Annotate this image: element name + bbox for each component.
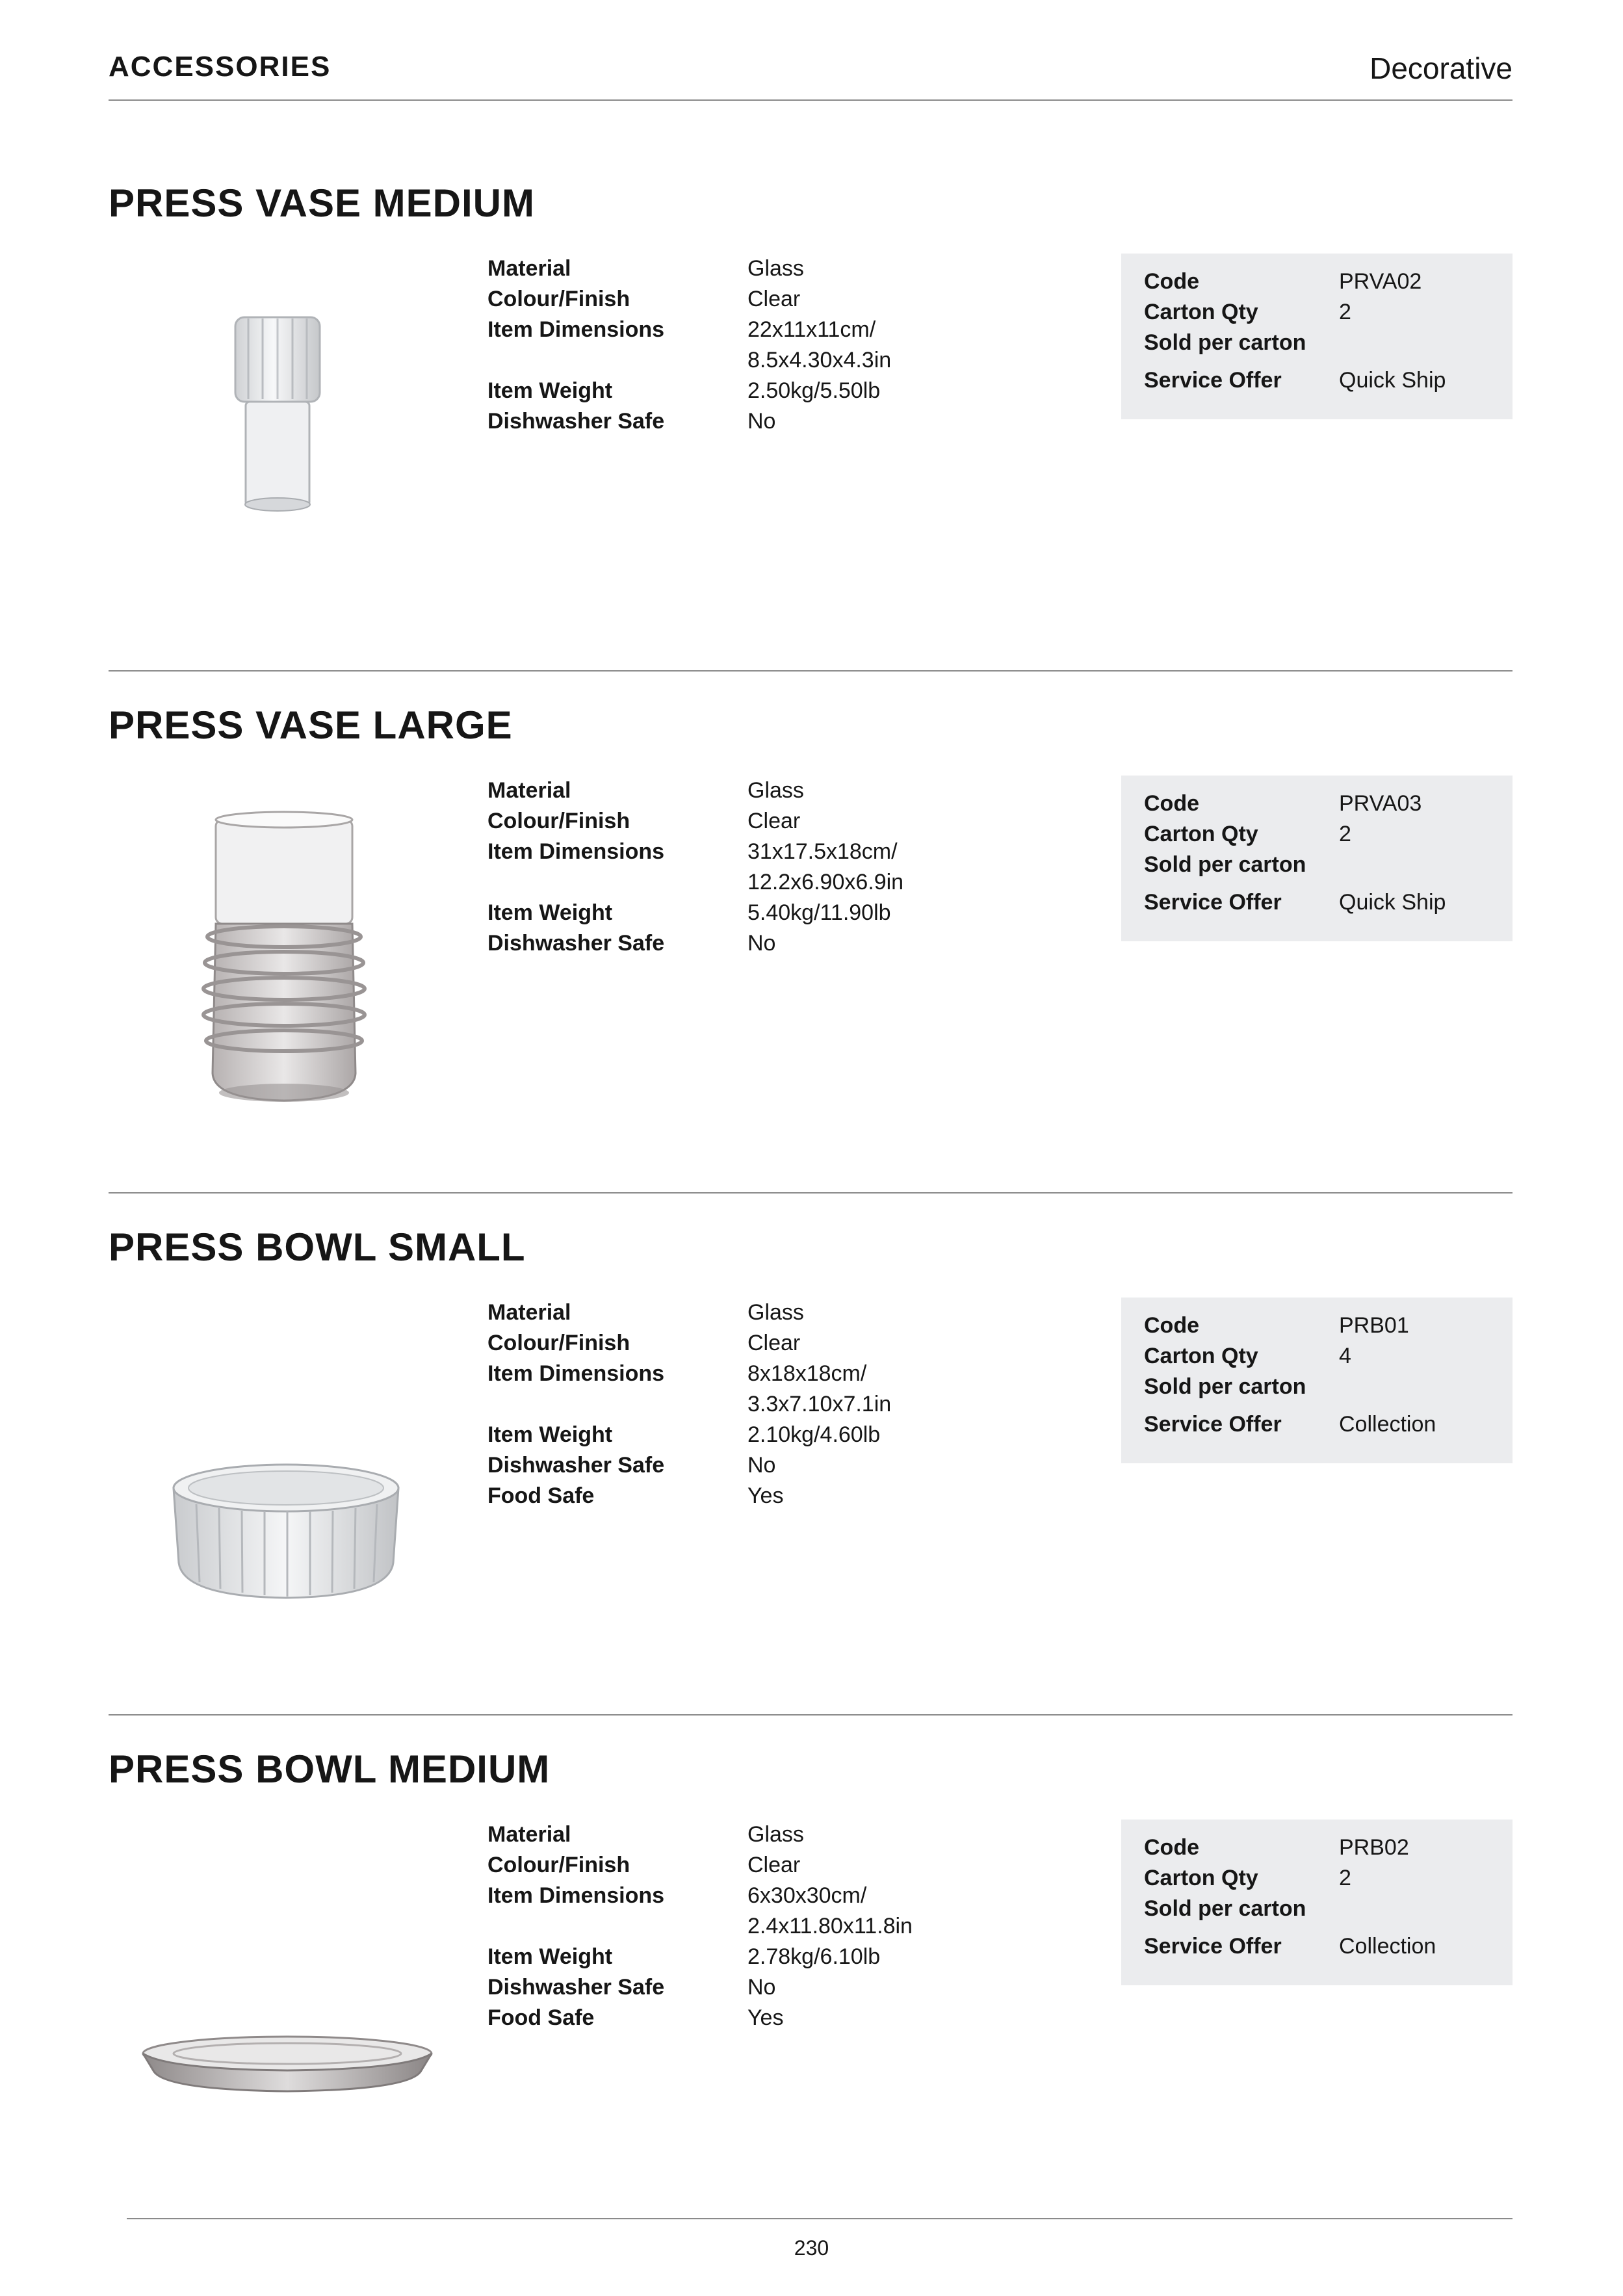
spec-value: Clear <box>747 809 801 833</box>
spec-label: Item Dimensions <box>487 317 665 342</box>
section-divider <box>109 1192 1513 1194</box>
spec-label: Dishwasher Safe <box>487 409 665 434</box>
product-title: PRESS BOWL SMALL <box>109 1225 526 1269</box>
product-code: PRB01 <box>1339 1313 1409 1338</box>
spec-label: Colour/Finish <box>487 287 630 311</box>
carton-qty-label: Carton Qty <box>1144 822 1258 846</box>
spec-value: Clear <box>747 1331 801 1355</box>
product-image <box>109 1290 486 1680</box>
subcategory-label: Decorative <box>1370 51 1513 85</box>
product-section <box>109 1225 1513 1745</box>
spec-list <box>487 776 1007 959</box>
sold-per-carton-label: Sold per carton <box>1144 1374 1306 1399</box>
spec-value: No <box>747 931 776 956</box>
spec-label: Material <box>487 256 571 281</box>
spec-value: Yes <box>747 1483 784 1508</box>
spec-label: Item Dimensions <box>487 1361 665 1386</box>
service-offer: Quick Ship <box>1339 890 1446 915</box>
code-label: Code <box>1144 1313 1199 1338</box>
order-info-box <box>1121 1298 1513 1463</box>
sold-per-carton-label: Sold per carton <box>1144 1896 1306 1921</box>
carton-qty: 2 <box>1339 1866 1351 1890</box>
service-offer: Collection <box>1339 1412 1436 1437</box>
order-info-box <box>1121 1820 1513 1985</box>
order-info-box <box>1121 254 1513 419</box>
product-image <box>109 1812 486 2202</box>
spec-label: Colour/Finish <box>487 1853 630 1877</box>
service-offer-label: Service Offer <box>1144 1934 1282 1959</box>
spec-label: Food Safe <box>487 2005 595 2030</box>
spec-value: Glass <box>747 1300 804 1325</box>
product-section <box>109 181 1513 701</box>
footer-rule <box>127 2218 1513 2219</box>
page-header <box>109 46 1513 100</box>
service-offer: Quick Ship <box>1339 368 1446 393</box>
spec-value: 6x30x30cm/ 2.4x11.80x11.8in <box>747 1883 913 1938</box>
spec-value: 2.78kg/6.10lb <box>747 1944 881 1969</box>
product-title: PRESS BOWL MEDIUM <box>109 1747 551 1791</box>
spec-value: Clear <box>747 287 801 311</box>
carton-qty: 2 <box>1339 822 1351 846</box>
spec-label: Item Weight <box>487 1944 613 1969</box>
carton-qty: 4 <box>1339 1344 1351 1368</box>
spec-value: 8x18x18cm/ 3.3x7.10x7.1in <box>747 1361 892 1416</box>
header-rule <box>109 99 1513 101</box>
spec-label: Dishwasher Safe <box>487 931 665 956</box>
product-section <box>109 1747 1513 2267</box>
spec-label: Dishwasher Safe <box>487 1975 665 2000</box>
code-label: Code <box>1144 269 1199 294</box>
code-label: Code <box>1144 791 1199 816</box>
spec-value: Clear <box>747 1853 801 1877</box>
category-label: ACCESSORIES <box>109 51 331 83</box>
service-offer-label: Service Offer <box>1144 890 1282 915</box>
spec-value: No <box>747 1453 776 1478</box>
spec-value: 2.50kg/5.50lb <box>747 378 881 403</box>
section-divider <box>109 670 1513 672</box>
spec-label: Item Dimensions <box>487 839 665 864</box>
spec-value: 31x17.5x18cm/ 12.2x6.90x6.9in <box>747 839 904 894</box>
spec-list <box>487 1820 1007 2033</box>
product-image <box>109 246 486 636</box>
spec-value: 22x11x11cm/ 8.5x4.30x4.3in <box>747 317 892 372</box>
product-image <box>109 768 486 1158</box>
spec-label: Colour/Finish <box>487 809 630 833</box>
product-title: PRESS VASE LARGE <box>109 703 513 747</box>
service-offer-label: Service Offer <box>1144 368 1282 393</box>
spec-value: Glass <box>747 1822 804 1847</box>
spec-value: Glass <box>747 778 804 803</box>
spec-value: Yes <box>747 2005 784 2030</box>
service-offer-label: Service Offer <box>1144 1412 1282 1437</box>
product-section <box>109 703 1513 1223</box>
product-title: PRESS VASE MEDIUM <box>109 181 535 225</box>
section-divider <box>109 1714 1513 1715</box>
spec-value: No <box>747 1975 776 2000</box>
spec-label: Item Weight <box>487 378 613 403</box>
code-label: Code <box>1144 1835 1199 1860</box>
product-code: PRB02 <box>1339 1835 1409 1860</box>
spec-label: Colour/Finish <box>487 1331 630 1355</box>
spec-label: Item Weight <box>487 1422 613 1447</box>
carton-qty-label: Carton Qty <box>1144 300 1258 324</box>
spec-value: 2.10kg/4.60lb <box>747 1422 881 1447</box>
spec-label: Material <box>487 778 571 803</box>
carton-qty-label: Carton Qty <box>1144 1866 1258 1890</box>
spec-label: Material <box>487 1822 571 1847</box>
spec-value: 5.40kg/11.90lb <box>747 900 891 925</box>
page-number: 230 <box>794 2236 829 2260</box>
spec-label: Material <box>487 1300 571 1325</box>
order-info-box <box>1121 776 1513 941</box>
spec-list <box>487 1298 1007 1511</box>
product-code: PRVA03 <box>1339 791 1422 816</box>
spec-label: Item Weight <box>487 900 613 925</box>
spec-list <box>487 254 1007 437</box>
service-offer: Collection <box>1339 1934 1436 1959</box>
spec-value: No <box>747 409 776 434</box>
product-code: PRVA02 <box>1339 269 1422 294</box>
sold-per-carton-label: Sold per carton <box>1144 852 1306 877</box>
spec-label: Food Safe <box>487 1483 595 1508</box>
spec-label: Item Dimensions <box>487 1883 665 1908</box>
carton-qty: 2 <box>1339 300 1351 324</box>
spec-value: Glass <box>747 256 804 281</box>
spec-label: Dishwasher Safe <box>487 1453 665 1478</box>
sold-per-carton-label: Sold per carton <box>1144 330 1306 355</box>
carton-qty-label: Carton Qty <box>1144 1344 1258 1368</box>
